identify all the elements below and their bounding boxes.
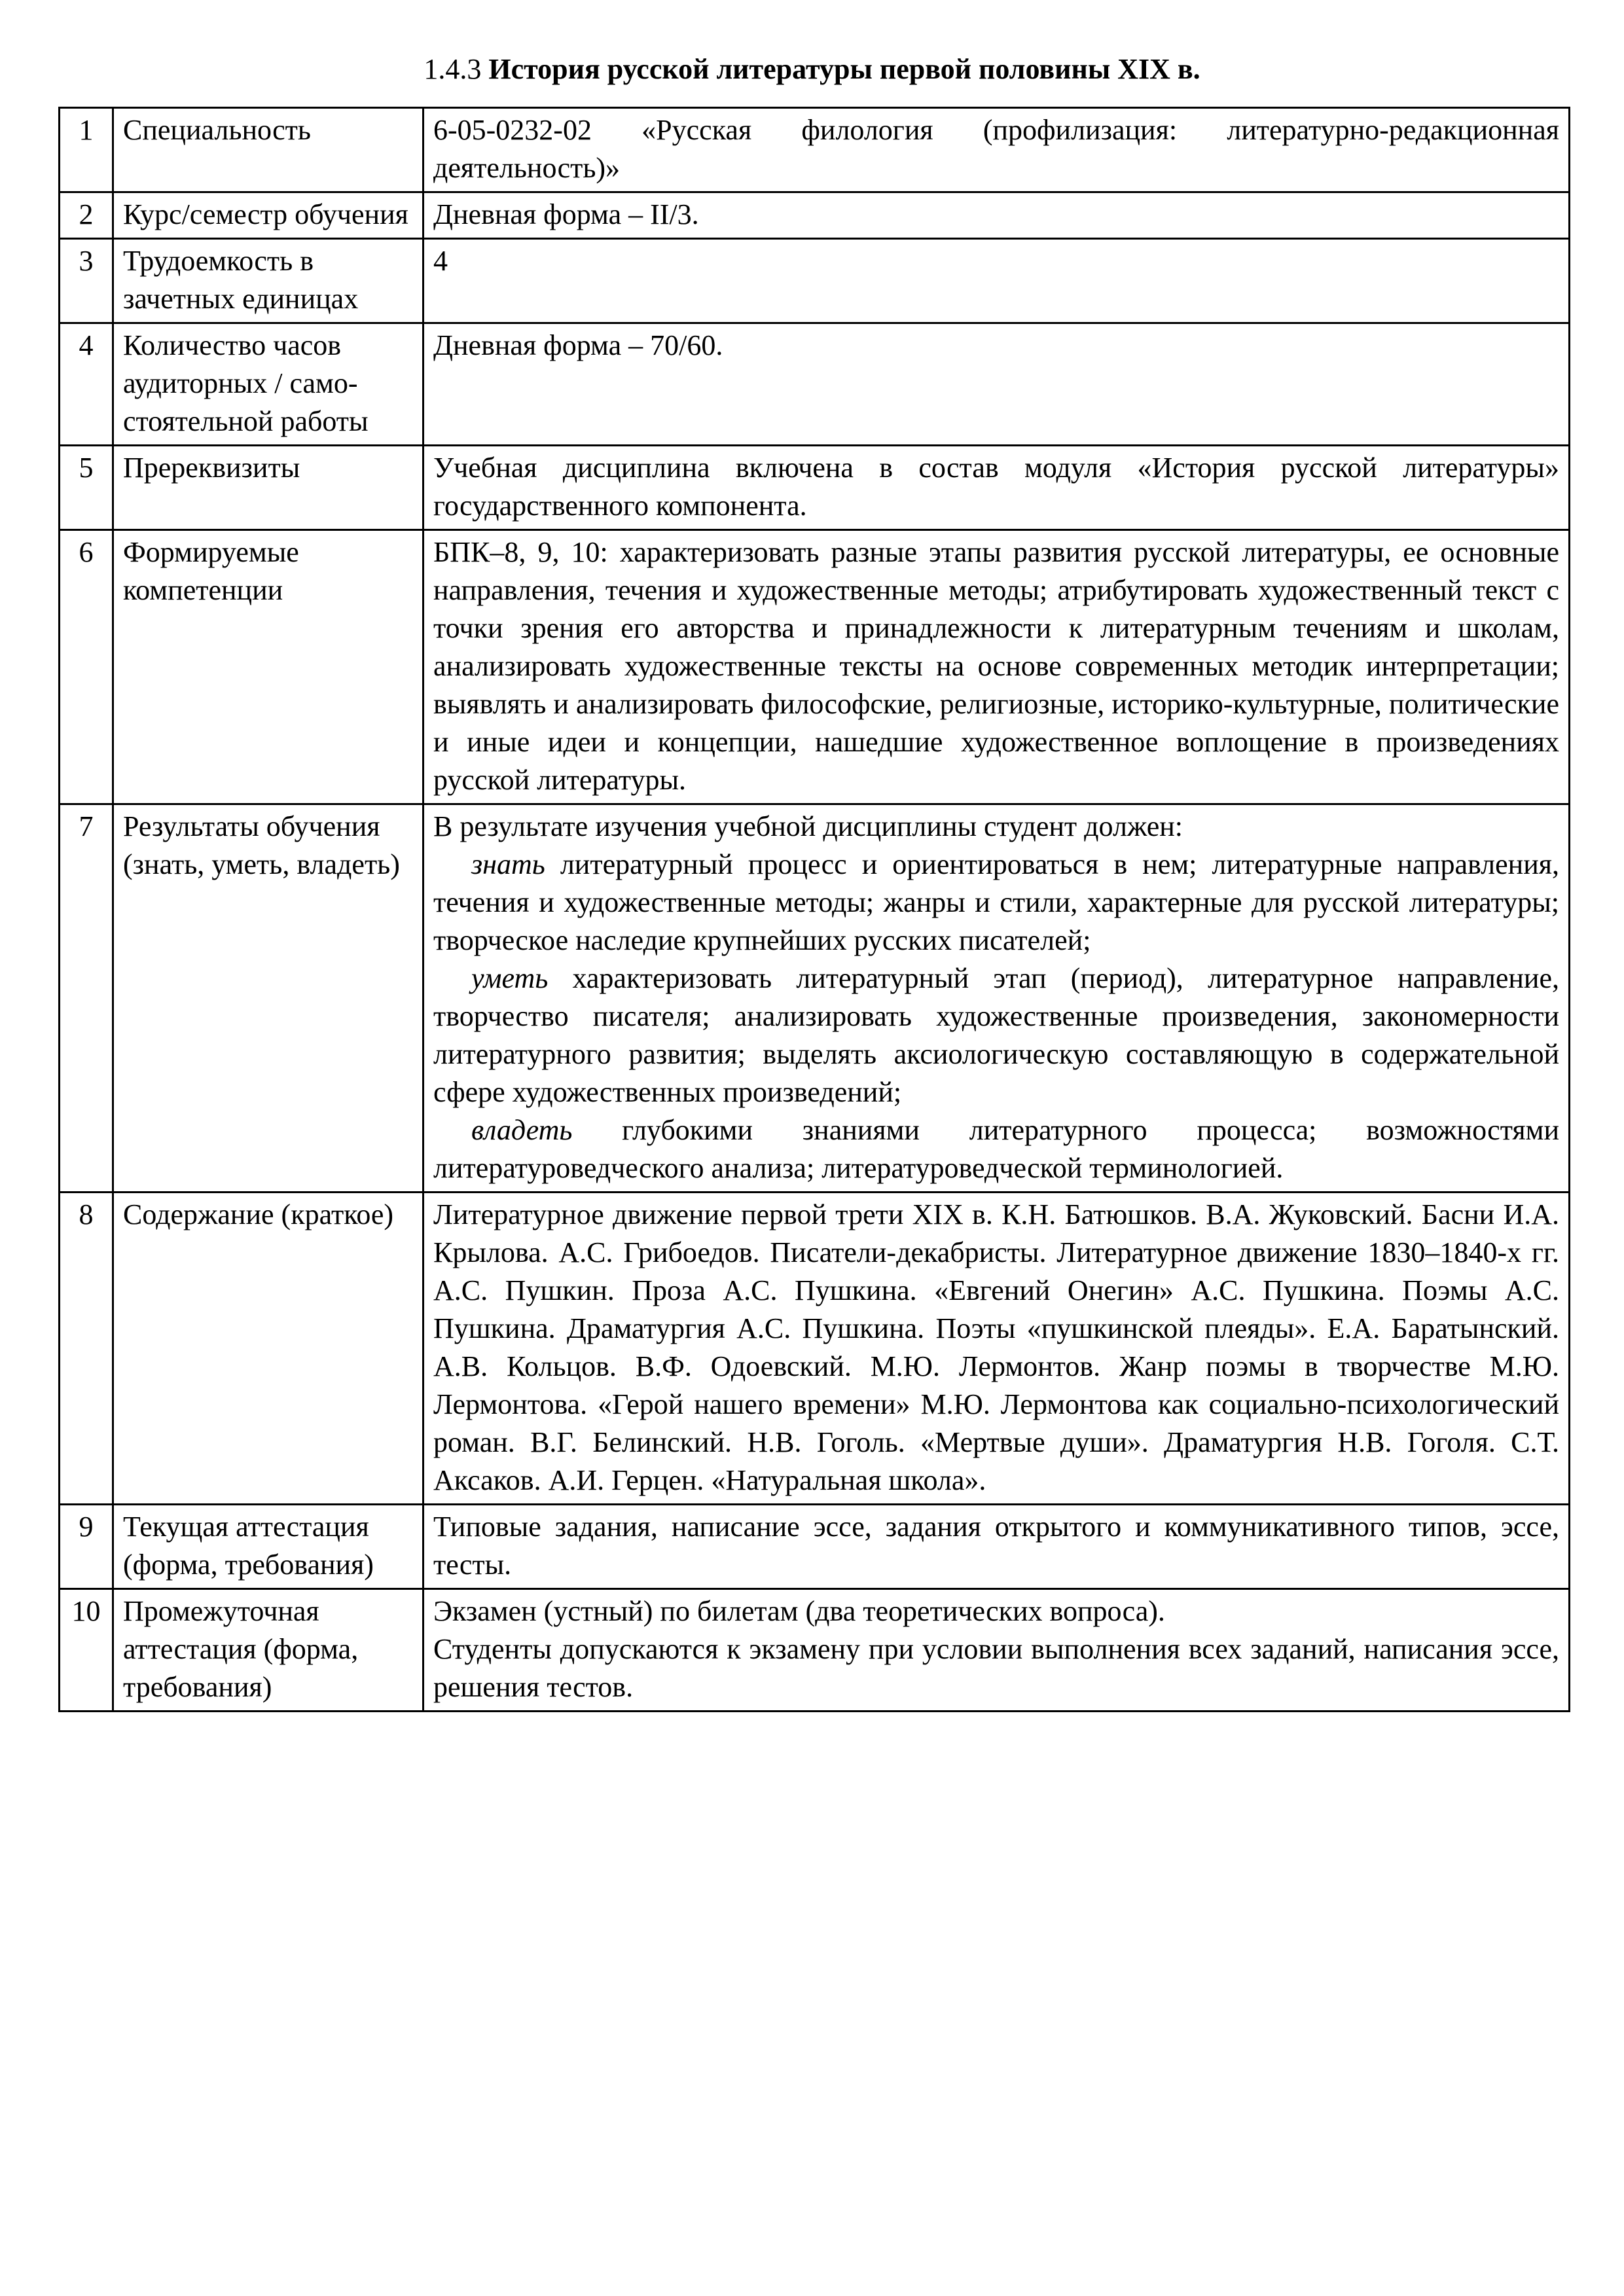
- row-number: 9: [60, 1505, 113, 1589]
- row-label: Результаты обучения (знать, уметь, владеть): [113, 804, 424, 1193]
- table-row: [60, 1193, 1570, 1505]
- outcome-keyword: знать: [471, 848, 545, 880]
- row-value: [424, 804, 1570, 1193]
- paragraph-text: 4: [433, 245, 448, 277]
- outcome-keyword: уметь: [471, 962, 549, 994]
- syllabus-table: [58, 107, 1570, 1712]
- row-label: Трудоемкость в зачетных единицах: [113, 239, 424, 323]
- value-paragraph: [433, 111, 1559, 187]
- paragraph-text: Дневная форма – II/3.: [433, 198, 699, 230]
- paragraph-text: Учебная дисциплина включена в состав модуля «История русской литературы» государственного компонента.: [433, 452, 1559, 522]
- row-label: Специальность: [113, 108, 424, 192]
- paragraph-text: В результате изучения учебной дисциплины студент должен:: [433, 810, 1183, 842]
- table-row: [60, 108, 1570, 192]
- row-value: [424, 239, 1570, 323]
- row-value: [424, 192, 1570, 239]
- paragraph-text: БПК–8, 9, 10: характеризовать разные этапы развития русской литературы, ее основные направления, течения и художественные методы; атрибутировать художественный текст с точки зрения его авторства и принадлежности к литературным течениям и школам, анализировать художественные тексты на основе современных методик интерпретации; выявлять и анализировать философские, религиозные, историко-культурные, политические и иные идеи и концепции, нашедшие художественное воплощение в произведениях русской литературы.: [433, 536, 1559, 796]
- row-label: Формируемые компетенции: [113, 530, 424, 804]
- table-row: [60, 446, 1570, 530]
- paragraph-text: литературный процесс и ориентироваться в нем; литературные направления, течения и художественные методы; жанры и стили, характерные для русской литературы; творческое наследие крупнейших русских писателей;: [433, 848, 1559, 956]
- outcome-keyword: владеть: [471, 1114, 573, 1146]
- paragraph-text: Экзамен (устный) по билетам (два теоретических вопроса).: [433, 1595, 1165, 1627]
- value-paragraph: [433, 1592, 1559, 1630]
- row-number: 3: [60, 239, 113, 323]
- table-row: [60, 239, 1570, 323]
- row-value: [424, 1505, 1570, 1589]
- value-paragraph: [433, 1196, 1559, 1499]
- row-value: [424, 1589, 1570, 1712]
- page-title: [0, 51, 1624, 88]
- value-paragraph: [433, 533, 1559, 799]
- value-paragraph: [433, 242, 1559, 280]
- row-value: [424, 446, 1570, 530]
- value-paragraph: [433, 196, 1559, 234]
- paragraph-text: глубокими знаниями литературного процесса; возможностями литературоведческого анализа; литературоведческой терминологией.: [433, 1114, 1559, 1184]
- paragraph-text: Литературное движение первой трети XIX в. К.Н. Батюшков. В.А. Жуковский. Басни И.А. Крылова. А.С. Грибоедов. Писатели-декабристы. Литературное движение 1830–1840-х гг. А.С. Пушкин. Проза А.С. Пушкина. «Евгений Онегин» А.С. Пушкина. Поэмы А.С. Пушкина. Драматургия А.С. Пушкина. Поэты «пушкинской плеяды». Е.А. Баратынский. А.В. Кольцов. В.Ф. Одоевский. М.Ю. Лермонтов. Жанр поэмы в творчестве М.Ю. Лермонтова. «Герой нашего времени» М.Ю. Лермонтова как социально-психологический роман. В.Г. Белинский. Н.В. Гоголь. «Мертвые души». Драматургия Н.В. Гоголя. С.Т. Аксаков. А.И. Герцен. «Натуральная школа».: [433, 1198, 1559, 1496]
- value-paragraph: [433, 846, 1559, 960]
- syllabus-table-body: [60, 108, 1570, 1712]
- table-row: [60, 1505, 1570, 1589]
- row-label: Количество часов аудиторных / само-стоятельной работы: [113, 323, 424, 446]
- table-row: [60, 1589, 1570, 1712]
- value-paragraph: [433, 327, 1559, 365]
- value-paragraph: [433, 1508, 1559, 1584]
- row-label: Пререквизиты: [113, 446, 424, 530]
- row-number: 1: [60, 108, 113, 192]
- row-value: [424, 1193, 1570, 1505]
- value-paragraph: [433, 1111, 1559, 1187]
- row-number: 4: [60, 323, 113, 446]
- row-number: 6: [60, 530, 113, 804]
- section-number: 1.4.3: [424, 53, 482, 85]
- row-number: 5: [60, 446, 113, 530]
- paragraph-text: Дневная форма – 70/60.: [433, 329, 723, 361]
- table-row: [60, 804, 1570, 1193]
- row-number: 2: [60, 192, 113, 239]
- row-value: [424, 323, 1570, 446]
- paragraph-text: 6-05-0232-02 «Русская филология (профилизация: литературно-редакционная деятельность)»: [433, 114, 1559, 184]
- row-number: 8: [60, 1193, 113, 1505]
- row-value: [424, 108, 1570, 192]
- row-label: Курс/семестр обучения: [113, 192, 424, 239]
- paragraph-text: Студенты допускаются к экзамену при условии выполнения всех заданий, написания эссе, решения тестов.: [433, 1633, 1559, 1703]
- value-paragraph: [433, 808, 1559, 846]
- row-label: Содержание (краткое): [113, 1193, 424, 1505]
- row-value: [424, 530, 1570, 804]
- value-paragraph: [433, 449, 1559, 525]
- row-number: 7: [60, 804, 113, 1193]
- paragraph-text: Типовые задания, написание эссе, задания открытого и коммуникативного типов, эссе, тесты.: [433, 1511, 1559, 1581]
- row-label: Промежуточная аттестация (форма, требования): [113, 1589, 424, 1712]
- table-row: [60, 192, 1570, 239]
- section-title: История русской литературы первой половины XIX в.: [488, 53, 1200, 85]
- table-row: [60, 323, 1570, 446]
- row-label: Текущая аттестация (форма, требования): [113, 1505, 424, 1589]
- table-row: [60, 530, 1570, 804]
- paragraph-text: характеризовать литературный этап (период), литературное направление, творчество писателя; анализировать художественные произведения, закономерности литературного развития; выделять аксиологическую составляющую в содержательной сфере художественных произведений;: [433, 962, 1559, 1108]
- value-paragraph: [433, 1630, 1559, 1706]
- row-number: 10: [60, 1589, 113, 1712]
- value-paragraph: [433, 960, 1559, 1111]
